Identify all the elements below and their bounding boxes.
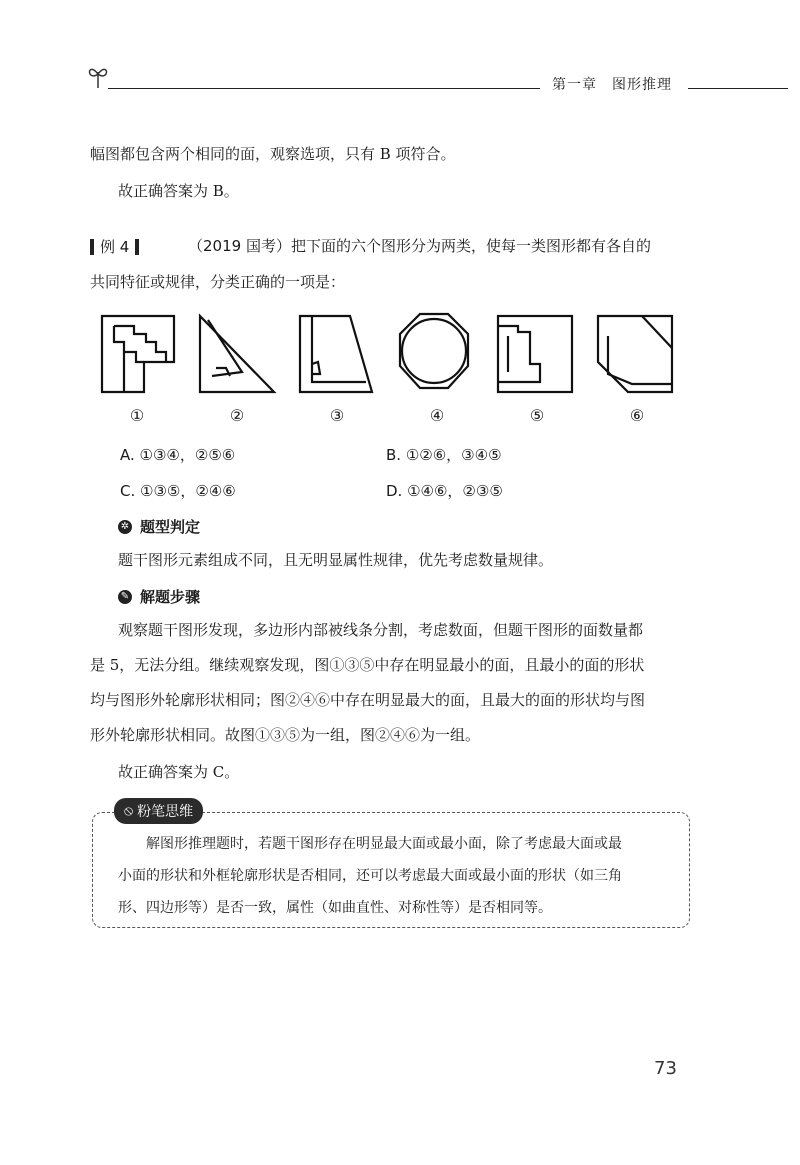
- figure-4: [400, 314, 468, 388]
- option-d: D. ①④⑥，②③⑤: [386, 482, 503, 500]
- section-type-text: 题干图形元素组成不同，且无明显属性规律，优先考虑数量规律。: [118, 551, 554, 569]
- intro-answer: 故正确答案为 B。: [118, 182, 239, 200]
- tag-bar-right: [135, 239, 139, 255]
- question-line-1: （2019 国考）把下面的六个图形分为两类，使每一类图形都有各自的: [188, 237, 651, 255]
- figure-label-6: ⑥: [629, 406, 645, 425]
- figure-label-2: ②: [229, 406, 245, 425]
- figure-label-3: ③: [329, 406, 345, 425]
- question-line-2: 共同特征或规律，分类正确的一项是：: [90, 273, 346, 291]
- steps-line-4: 形外轮廓形状相同。故图①③⑤为一组，图②④⑥为一组。: [90, 726, 481, 744]
- steps-answer: 故正确答案为 C。: [118, 763, 240, 781]
- steps-line-3: 均与图形外轮廓形状相同；图②④⑥中存在明显最大的面，且最大的面的形状均与图: [90, 691, 646, 709]
- option-b: B. ①②⑥，③④⑤: [386, 446, 502, 464]
- section-steps-title: [118, 586, 200, 607]
- option-c: C. ①③⑤，②④⑥: [120, 482, 236, 500]
- intro-line-1: 幅图都包含两个相同的面，观察选项，只有 B 项符合。: [90, 145, 456, 163]
- tip-line-3: 形、四边形等）是否一致，属性（如曲直性、对称性等）是否相同等。: [118, 900, 552, 916]
- example-tag: [90, 236, 139, 257]
- tip-line-1: 解图形推理题时，若题干图形存在明显最大面或最小面，除了考虑最大面或最: [146, 836, 622, 852]
- figure-6: [598, 316, 672, 392]
- figure-1: [102, 316, 174, 392]
- figure-2: [200, 316, 274, 392]
- figure-row: [96, 312, 686, 402]
- steps-line-2: 是 5，无法分组。继续观察发现，图①③⑤中存在明显最小的面，且最小的面的形状: [90, 656, 645, 674]
- chapter-title: 第一章 图形推理: [552, 77, 672, 93]
- tip-label-text: 粉笔思维: [137, 804, 194, 820]
- gear-icon: ✲: [118, 520, 132, 534]
- figure-label-4: ④: [429, 406, 445, 425]
- tag-bar-left: [90, 239, 94, 255]
- figure-3: [300, 316, 372, 392]
- figure-label-5: ⑤: [529, 406, 545, 425]
- option-a: A. ①③④，②⑤⑥: [120, 446, 236, 464]
- section-type-title: [118, 516, 200, 537]
- header-rule-left: [108, 88, 540, 89]
- tip-line-2: 小面的形状和外框轮廓形状是否相同，还可以考虑最大面或最小面的形状（如三角: [118, 868, 622, 884]
- figure-label-1: ①: [129, 406, 145, 425]
- example-number: 例 4: [100, 238, 130, 256]
- page-number: 73: [654, 1058, 677, 1079]
- section-type-label: 题型判定: [140, 518, 201, 536]
- steps-line-1: 观察题干图形发现，多边形内部被线条分割，考虑数面，但题干图形的面数量都: [118, 621, 644, 639]
- no-sign-icon: ⦸: [124, 803, 134, 819]
- sprout-icon: [86, 62, 110, 90]
- header-rule-right: [688, 88, 788, 89]
- pencil-icon: ✎: [118, 590, 132, 604]
- figure-5: [498, 316, 572, 392]
- section-steps-label: 解题步骤: [140, 588, 201, 606]
- tip-label: [114, 798, 203, 824]
